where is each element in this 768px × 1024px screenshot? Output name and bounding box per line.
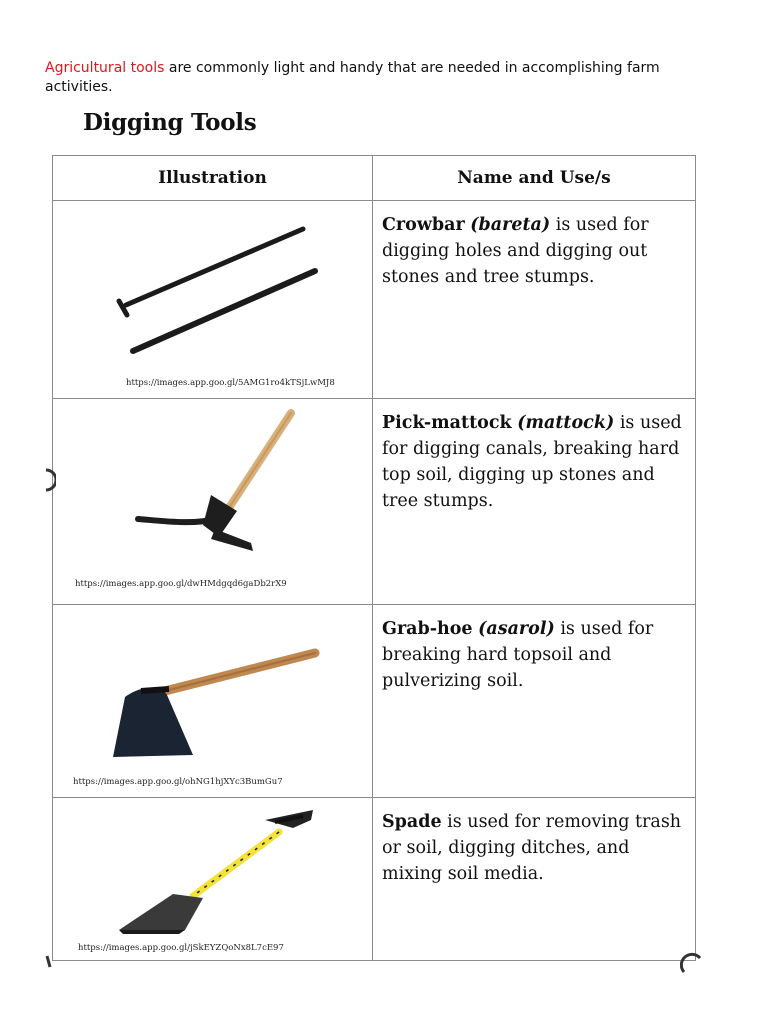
left-corner-mark-icon [42, 468, 56, 492]
intro-text: are commonly light and handy that are needed in accomplishing farm activities. [45, 60, 660, 95]
description-cell [373, 605, 695, 797]
table-row [53, 399, 695, 605]
tool-local-name: (mattock) [517, 413, 615, 433]
illustration-cell [53, 605, 373, 797]
tool-use: is used for removing trash or soil, digging ditches, and mixing soil media. [382, 812, 682, 884]
bottom-right-corner-mark-icon [680, 952, 702, 974]
tool-local-name: (bareta) [470, 215, 551, 235]
tool-name: Grab-hoe [382, 619, 473, 639]
image-source: https://images.app.goo.gl/jSkEYZQoNx8L7cE97 [78, 943, 284, 953]
tool-name: Spade [382, 812, 442, 832]
tool-use: is used for digging canals, breaking hard top soil, digging up stones and tree stumps. [382, 413, 682, 511]
table-row [53, 201, 695, 399]
tool-use: is used for breaking hard topsoil and pulverizing soil. [382, 619, 654, 691]
tool-name: Pick-mattock [382, 413, 512, 433]
illustration-cell [53, 399, 373, 604]
figure-heading: Digging Tools [83, 109, 257, 136]
table-row [53, 605, 695, 798]
spade-image [53, 798, 373, 960]
tool-use: is used for digging holes and digging out stones and tree stumps. [382, 215, 649, 287]
illustration-header: Illustration [53, 156, 373, 200]
name-use-header: Name and Use/s [457, 168, 611, 188]
bottom-left-mark-icon [44, 955, 54, 969]
crowbar-image [53, 201, 373, 398]
table-header-row [53, 156, 695, 201]
tool-local-name: (asarol) [478, 619, 555, 639]
description-cell [373, 201, 695, 398]
tools-table [52, 155, 696, 961]
illustration-cell [53, 201, 373, 398]
pick-mattock-image [53, 399, 373, 604]
intro-accent-term: Agricultural tools [45, 60, 165, 76]
image-source: https://images.app.goo.gl/dwHMdgqd6gaDb2rX9 [75, 579, 287, 589]
table-row [53, 798, 695, 961]
grab-hoe-image [53, 605, 373, 797]
image-source: https://images.app.goo.gl/5AMG1ro4kTSjLwMJ8 [126, 378, 335, 388]
description-cell [373, 399, 695, 604]
digging-tools-figure [45, 95, 701, 967]
description-cell [373, 798, 695, 960]
tool-name: Crowbar [382, 215, 465, 235]
intro-paragraph [45, 59, 705, 97]
illustration-cell [53, 798, 373, 960]
image-source: https://images.app.goo.gl/ohNG1hjXYc3BumGu7 [73, 777, 283, 787]
